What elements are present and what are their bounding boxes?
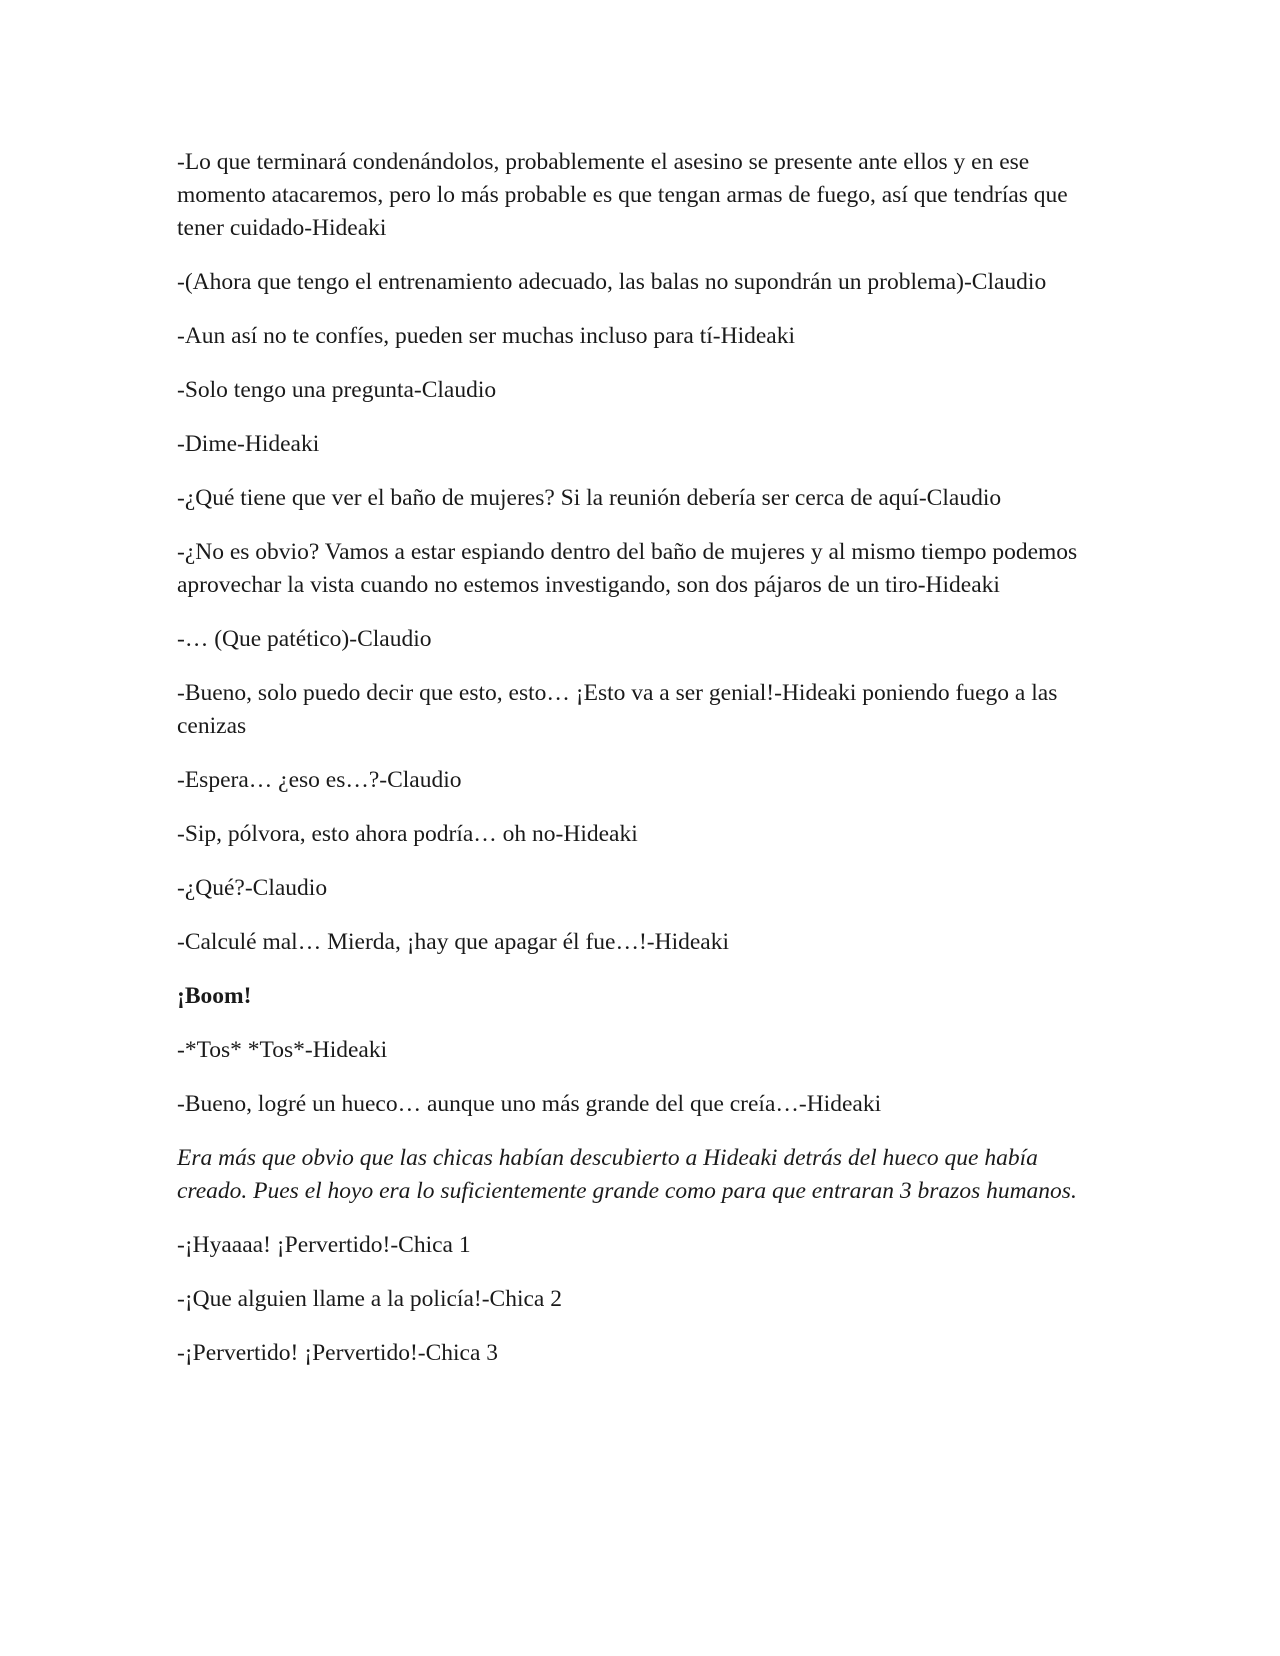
paragraph-2: -(Ahora que tengo el entrenamiento adecuado, las balas no supondrán un problema)-Claudio	[177, 269, 1047, 295]
paragraph-6: -¿Qué tiene que ver el baño de mujeres? Si la reunión debería ser cerca de aquí-Claudio	[177, 485, 1002, 511]
paragraph-15: -*Tos* *Tos*-Hideaki	[177, 1037, 388, 1063]
paragraph-1: -Lo que terminará condenándolos, probablemente el asesino se presente ante ellos y en ese momento atacaremos, pero lo más probable es que tengan armas de fuego, así que tendrías que tener cuidado-Hideaki	[177, 149, 1068, 241]
paragraph-12: -¿Qué?-Claudio	[177, 875, 328, 901]
paragraph-narration: Era más que obvio que las chicas habían descubierto a Hideaki detrás del hueco que había creado. Pues el hoyo era lo suficientemente grande como para que entraran 3 brazos humanos.	[177, 1145, 1077, 1204]
paragraph-18: -¡Hyaaaa! ¡Pervertido!-Chica 1	[177, 1232, 471, 1258]
paragraph-10: -Espera… ¿eso es…?-Claudio	[177, 767, 462, 793]
paragraph-13: -Calculé mal… Mierda, ¡hay que apagar él fue…!-Hideaki	[177, 929, 730, 955]
document-body	[177, 146, 1107, 1391]
paragraph-8: -… (Que patético)-Claudio	[177, 626, 432, 652]
paragraph-16: -Bueno, logré un hueco… aunque uno más grande del que creía…-Hideaki	[177, 1091, 882, 1117]
paragraph-5: -Dime-Hideaki	[177, 431, 320, 457]
paragraph-4: -Solo tengo una pregunta-Claudio	[177, 377, 497, 403]
paragraph-11: -Sip, pólvora, esto ahora podría… oh no-Hideaki	[177, 821, 638, 847]
paragraph-9: -Bueno, solo puedo decir que esto, esto… ¡Esto va a ser genial!-Hideaki poniendo fuego a las cenizas	[177, 680, 1058, 739]
paragraph-20: -¡Pervertido! ¡Pervertido!-Chica 3	[177, 1340, 499, 1366]
paragraph-19: -¡Que alguien llame a la policía!-Chica 2	[177, 1286, 562, 1312]
paragraph-boom-heading: ¡Boom!	[177, 983, 252, 1009]
paragraph-3: -Aun así no te confíes, pueden ser muchas incluso para tí-Hideaki	[177, 323, 795, 349]
paragraph-7: -¿No es obvio? Vamos a estar espiando dentro del baño de mujeres y al mismo tiempo podemos aprovechar la vista cuando no estemos investigando, son dos pájaros de un tiro-Hideaki	[177, 539, 1078, 598]
